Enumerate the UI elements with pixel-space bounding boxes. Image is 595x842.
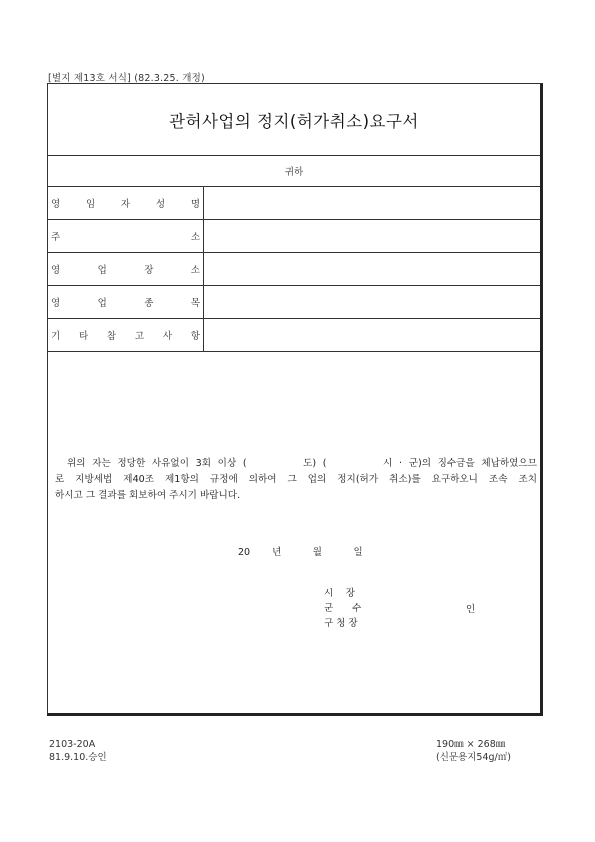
field-label-name: 영 임 자 성 명 bbox=[48, 187, 204, 219]
signatory-mayor: 시 장 bbox=[324, 588, 355, 599]
approval-date: 81.9.10.승인 bbox=[49, 752, 107, 763]
body-line-3: 하시고 그 결과를 회보하여 주시기 바랍니다. bbox=[55, 490, 241, 501]
seal-mark: 인 bbox=[466, 604, 476, 615]
field-label-address: 주 소 bbox=[48, 220, 204, 252]
form-caption: [별지 제13호 서식] (82.3.25. 개정) bbox=[48, 73, 205, 84]
footer-left bbox=[49, 738, 107, 764]
request-form bbox=[47, 83, 543, 716]
field-row-remarks bbox=[48, 319, 540, 352]
body-line-2: 로 지방세법 제40조 제1항의 규정에 의하여 그 업의 정지(허가 취소)를 요구하오니 조속 조치 bbox=[55, 474, 537, 485]
field-value-business-place[interactable] bbox=[204, 253, 540, 285]
field-value-business-type[interactable] bbox=[204, 286, 540, 318]
body-line-1: 위의 자는 정당한 사유없이 3회 이상 ( 도) ( 시 · 군)의 징수금을 체납하였으므 bbox=[67, 458, 537, 469]
request-body-text bbox=[55, 456, 537, 504]
form-number: 2103-20A bbox=[49, 739, 96, 750]
field-value-remarks[interactable] bbox=[204, 319, 540, 351]
signatory-district-head: 구 청 장 bbox=[324, 618, 358, 629]
field-value-name[interactable] bbox=[204, 187, 540, 219]
field-row-name bbox=[48, 187, 540, 220]
paper-spec: (신문용지54g/㎡) bbox=[436, 752, 511, 763]
addressee: 귀하 bbox=[48, 156, 540, 187]
field-label-business-place: 영 업 장 소 bbox=[48, 253, 204, 285]
paper-size: 190㎜ × 268㎜ bbox=[436, 739, 506, 750]
field-value-address[interactable] bbox=[204, 220, 540, 252]
field-row-address bbox=[48, 220, 540, 253]
form-title: 관허사업의 정지(허가취소)요구서 bbox=[48, 84, 540, 156]
field-label-business-type: 영 업 종 목 bbox=[48, 286, 204, 318]
date-line: 20 년 월 일 bbox=[238, 547, 363, 558]
field-row-business-place bbox=[48, 253, 540, 286]
field-row-business-type bbox=[48, 286, 540, 319]
signatory-block bbox=[324, 586, 361, 631]
field-label-remarks: 기 타 참 고 사 항 bbox=[48, 319, 204, 351]
signatory-county-head: 군 수 bbox=[324, 603, 362, 614]
footer-right bbox=[436, 738, 511, 764]
